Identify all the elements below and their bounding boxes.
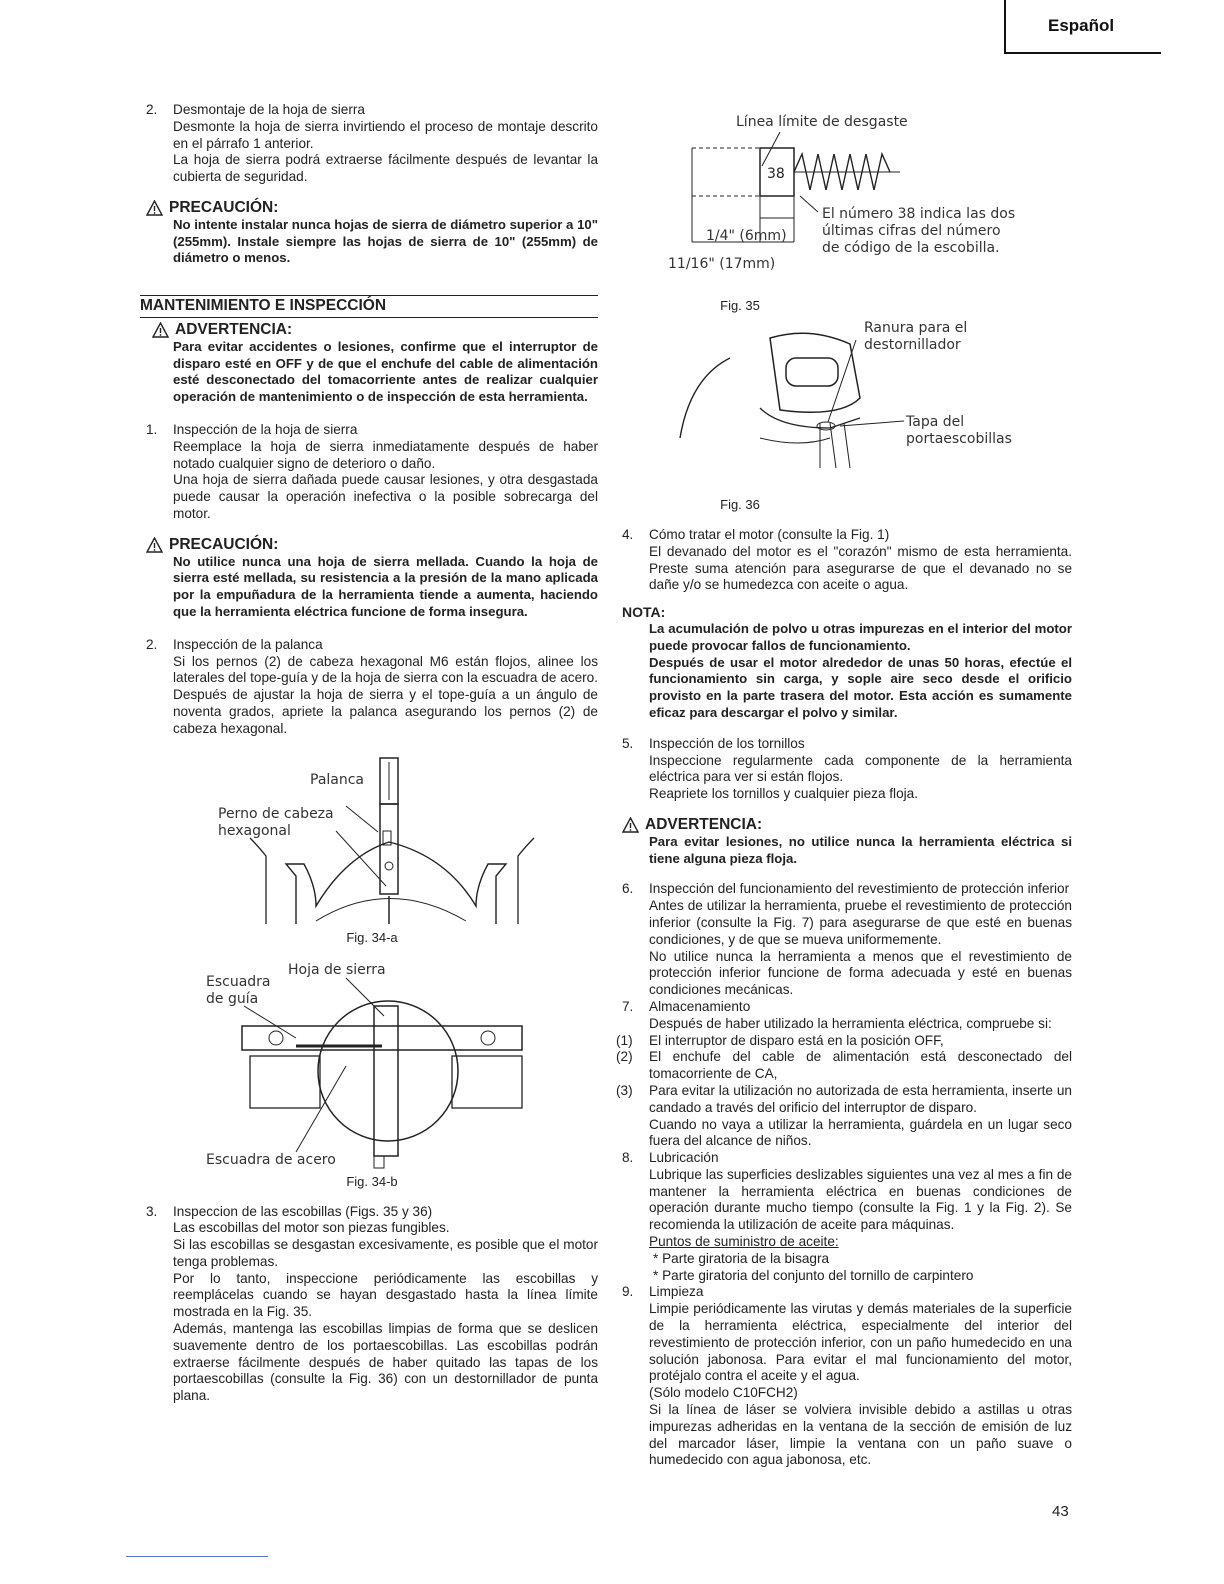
warning-triangle-icon bbox=[622, 817, 639, 833]
item-number: 6. bbox=[622, 881, 634, 897]
label-bolt-line2: hexagonal bbox=[218, 822, 291, 839]
figure-35 bbox=[660, 108, 1080, 318]
paragraph: Las escobillas del motor son piezas fungibles. bbox=[173, 1220, 450, 1236]
sub-item bbox=[616, 1082, 1072, 1117]
paragraph: Por lo tanto, inspeccione periódicamente las escobillas y reemplácelas cuando se hayan desgastado hasta la línea límite mostrada en la Fig. 35. bbox=[173, 1270, 598, 1320]
brush-cap-diagram bbox=[660, 318, 1080, 486]
warning-text: Para evitar accidentes o lesiones, confirme que el interruptor de disparo esté en OFF y de que el enchufe del cable de alimentación esté desconectado del tomacorriente antes de realizar cualquier operación de mantenimiento o de inspección de esta herramienta. bbox=[173, 338, 598, 405]
sub-text: Para evitar la utilización no autorizada de esta herramienta, inserte un candado a través del orificio del interruptor de disparo. bbox=[649, 1082, 1072, 1115]
right-column bbox=[616, 527, 1072, 1469]
label-blade: Hoja de sierra bbox=[288, 961, 386, 978]
paragraph: Una hoja de sierra dañada puede causar lesiones, y otra desgastada puede causar la operación inefectiva o la posible sobrecarga del motor. bbox=[173, 472, 598, 521]
item-number: 4. bbox=[622, 527, 634, 542]
bullet-text: Parte giratoria del conjunto del tornillo de carpintero bbox=[662, 1267, 974, 1283]
note-title: NOTA: bbox=[622, 604, 666, 621]
dim-quarter-inch: 1/4" (6mm) bbox=[706, 228, 787, 244]
warning-box bbox=[622, 817, 1072, 867]
sub-number: (2) bbox=[616, 1049, 633, 1065]
warning-title: ADVERTENCIA: bbox=[645, 815, 763, 833]
item-title: Limpieza bbox=[649, 1284, 704, 1300]
paragraph: No utilice nunca la herramienta a menos que el revestimiento de protección inferior funcione de forma adecuada y esté en buenas condiciones mecánicas. bbox=[649, 948, 1072, 998]
item-title: Desmontaje de la hoja de sierra bbox=[173, 102, 365, 117]
caution-box bbox=[146, 537, 598, 621]
caution-title: PRECAUCIÓN: bbox=[169, 535, 279, 553]
warning-triangle-icon bbox=[146, 200, 163, 216]
paragraph: Antes de utilizar la herramienta, pruebe el revestimiento de protección inferior (consulte la Fig. 7) para asegurarse de que esté en buenas condiciones, y de que se mueva uniformemente. bbox=[649, 898, 1072, 947]
item-number: 5. bbox=[622, 735, 634, 751]
list-item bbox=[616, 998, 1072, 1150]
item-title: Lubricación bbox=[649, 1150, 719, 1166]
paragraph: La hoja de sierra podrá extraerse fácilmente después de levantar la cubierta de seguridad. bbox=[173, 152, 598, 185]
caution-text: No intente instalar nunca hojas de sierra de diámetro superior a 10" (255mm). Instale siempre las hojas de sierra de 10" (255mm) de diámetro o menos. bbox=[173, 216, 598, 266]
bullet-item bbox=[649, 1268, 1072, 1285]
footer-rule bbox=[126, 1556, 268, 1557]
paragraph: Si las escobillas se desgastan excesivamente, es posible que el motor tenga problemas. bbox=[173, 1237, 598, 1269]
label-lever: Palanca bbox=[310, 771, 365, 788]
warning-text: Para evitar lesiones, no utilice nunca la herramienta eléctrica si tiene alguna pieza floja. bbox=[649, 833, 1072, 866]
note-line2: últimas cifras del número bbox=[822, 223, 1001, 239]
list-item bbox=[622, 1150, 1072, 1284]
lever-diagram bbox=[146, 746, 598, 926]
figure-36 bbox=[660, 318, 1080, 518]
section-title: MANTENIMIENTO E INSPECCIÓN bbox=[140, 295, 598, 318]
paragraph: El devanado del motor es el "corazón" mismo de esta herramienta. Preste suma atención para asegurarse de que el devanado no se dañe y/o se humedezca con aceite o agua. bbox=[649, 543, 1072, 593]
caution-box bbox=[146, 200, 598, 267]
bullet-mark: * bbox=[653, 1267, 659, 1283]
paragraph: Inspeccione regularmente cada componente de la herramienta eléctrica para ver si están flojos. bbox=[649, 752, 1072, 785]
item-title: Inspeccion de las escobillas (Figs. 35 y 36) bbox=[173, 1203, 433, 1219]
label-guide-line1: Escuadra bbox=[206, 973, 271, 990]
item-number: 7. bbox=[622, 998, 634, 1014]
sub-text: El interruptor de disparo está en la posición OFF, bbox=[649, 1032, 944, 1048]
paragraph: Si los pernos (2) de cabeza hexagonal M6 están flojos, alinee los laterales del tope-guía y de la hoja de sierra con la escuadra de acero. Después de ajustar la hoja de sierra y el tope-guía a un ángulo de noventa grados, apriete la palanca asegurando los pernos (2) de cabeza hexagonal. bbox=[173, 653, 598, 736]
item-number: 2. bbox=[146, 102, 158, 117]
caution-title: PRECAUCIÓN: bbox=[169, 198, 279, 216]
bullet-text: Parte giratoria de la bisagra bbox=[662, 1250, 830, 1266]
warning-title: ADVERTENCIA: bbox=[175, 320, 293, 338]
figure-caption: Fig. 36 bbox=[720, 497, 760, 512]
brush-wear-diagram bbox=[660, 108, 1080, 293]
bullet-mark: * bbox=[653, 1250, 659, 1266]
paragraph: Además, mantenga las escobillas limpias de forma que se deslicen suavemente dentro de los portaescobillas. Las escobillas podrán extraerse fácilmente después de haber quitado las tapas de los portaescobillas (consulte la Fig. 36) con un destornillador de punta plana. bbox=[173, 1321, 598, 1404]
paragraph: Después de haber utilizado la herramienta eléctrica, compruebe si: bbox=[649, 1015, 1052, 1031]
steel-square-diagram bbox=[146, 956, 598, 1170]
sub-number: (1) bbox=[616, 1032, 633, 1048]
item-number: 8. bbox=[622, 1150, 634, 1166]
warning-triangle-icon bbox=[146, 537, 163, 553]
paragraph: Limpie periódicamente las virutas y demás materiales de la superficie de la herramienta eléctrica, especialmente del interior del revestimiento de protección inferior, con un paño humedecido en una solución jabonosa. Para evitar el mal funcionamiento del motor, protéjalo contra el aceite y el agua. bbox=[649, 1301, 1072, 1384]
item-title: Inspección de los tornillos bbox=[649, 735, 805, 751]
sub-number: (3) bbox=[616, 1082, 633, 1098]
label-steel-square: Escuadra de acero bbox=[206, 1151, 336, 1168]
label-cap-line2: portaescobillas bbox=[906, 431, 1012, 447]
oil-points-title: Puntos de suministro de aceite: bbox=[649, 1234, 839, 1250]
paragraph: (Sólo modelo C10FCH2) bbox=[649, 1385, 798, 1401]
list-item bbox=[146, 102, 598, 186]
caution-text: No utilice nunca una hoja de sierra mellada. Cuando la hoja de sierra esté mellada, su resistencia a la presión de la mano aplicada por la empuñadura de la herramienta tiende a aumenta, haciendo que la herramienta eléctrica funcione de forma insegura. bbox=[173, 553, 598, 619]
sub-item bbox=[616, 1049, 1072, 1083]
figure-caption: Fig. 35 bbox=[720, 298, 760, 313]
note-line1: El número 38 indica las dos bbox=[822, 206, 1016, 222]
note-paragraph: La acumulación de polvo u otras impurezas en el interior del motor puede provocar fallos de funcionamiento. bbox=[649, 620, 1072, 653]
page-number: 43 bbox=[1052, 1503, 1069, 1520]
item-number: 9. bbox=[622, 1284, 634, 1300]
label-guide-line2: de guía bbox=[206, 990, 259, 1007]
item-title: Almacenamiento bbox=[649, 998, 751, 1014]
sub-item bbox=[616, 1032, 1072, 1050]
list-item bbox=[622, 881, 1072, 999]
item-title: Inspección de la palanca bbox=[173, 636, 323, 652]
warning-triangle-icon bbox=[152, 322, 169, 338]
figure-34b bbox=[146, 956, 598, 1194]
brush-code: 38 bbox=[767, 166, 785, 182]
list-item bbox=[146, 1204, 598, 1406]
paragraph: Cuando no vaya a utilizar la herramienta, guárdela en un lugar seco fuera del alcance de niños. bbox=[649, 1116, 1072, 1149]
note-paragraph: Después de usar el motor alrededor de unas 50 horas, efectúe el funcionamiento sin carga, y sople aire seco desde el orificio provisto en la parte trasera del motor. Esta acción es sumamente eficaz para descargar el polvo y similar. bbox=[649, 654, 1072, 720]
figure-34a bbox=[146, 746, 598, 946]
paragraph: Si la línea de láser se volviera invisible debido a astillas u otras impurezas adheridas en la ventana de la sección de emisión de luz del marcador láser, limpie la ventana con un paño suave o humedecido con agua jabonosa, etc. bbox=[649, 1402, 1072, 1468]
warning-box bbox=[146, 322, 598, 406]
note-line3: de código de la escobilla. bbox=[822, 240, 1000, 256]
paragraph: Reemplace la hoja de sierra inmediatamente después de haber notado cualquier signo de deterioro o daño. bbox=[173, 438, 598, 471]
label-bolt-line1: Perno de cabeza bbox=[218, 805, 334, 822]
figure-caption: Fig. 34-a bbox=[346, 930, 398, 946]
item-number: 3. bbox=[146, 1203, 158, 1219]
list-item bbox=[622, 736, 1072, 803]
paragraph: Reapriete los tornillos y cualquier pieza floja. bbox=[649, 786, 918, 802]
dim-eleven-sixteenths: 11/16" (17mm) bbox=[668, 256, 776, 272]
item-title: Inspección de la hoja de sierra bbox=[173, 421, 358, 437]
label-slot-line1: Ranura para el bbox=[864, 320, 968, 336]
language-tab bbox=[1004, 0, 1161, 54]
paragraph: Desmonte la hoja de sierra invirtiendo el proceso de montaje descrito en el párrafo 1 anterior. bbox=[173, 118, 598, 151]
list-item bbox=[622, 1284, 1072, 1469]
sub-text: El enchufe del cable de alimentación está desconectado del tomacorriente de CA, bbox=[649, 1049, 1072, 1082]
label-wear-line: Línea límite de desgaste bbox=[736, 114, 908, 130]
item-title: Inspección del funcionamiento del revestimiento de protección inferior bbox=[649, 881, 1070, 897]
bullet-item bbox=[649, 1251, 1072, 1268]
label-slot-line2: destornillador bbox=[864, 337, 961, 353]
label-cap-line1: Tapa del bbox=[906, 414, 965, 430]
item-title: Cómo tratar el motor (consulte la Fig. 1) bbox=[649, 527, 890, 542]
paragraph: Lubrique las superficies deslizables siguientes una vez al mes a fin de mantener la herramienta eléctrica en buenas condiciones de operación durante mucho tiempo (consulte la Fig. 1 y la Fig. 2). Se recomienda la utilización de aceite para máquinas. bbox=[649, 1166, 1072, 1233]
item-number: 2. bbox=[146, 636, 158, 652]
figure-caption: Fig. 34-b bbox=[346, 1174, 398, 1190]
list-item bbox=[622, 527, 1072, 594]
item-number: 1. bbox=[146, 421, 158, 437]
language-label: Español bbox=[1048, 16, 1115, 35]
list-item bbox=[146, 637, 598, 738]
